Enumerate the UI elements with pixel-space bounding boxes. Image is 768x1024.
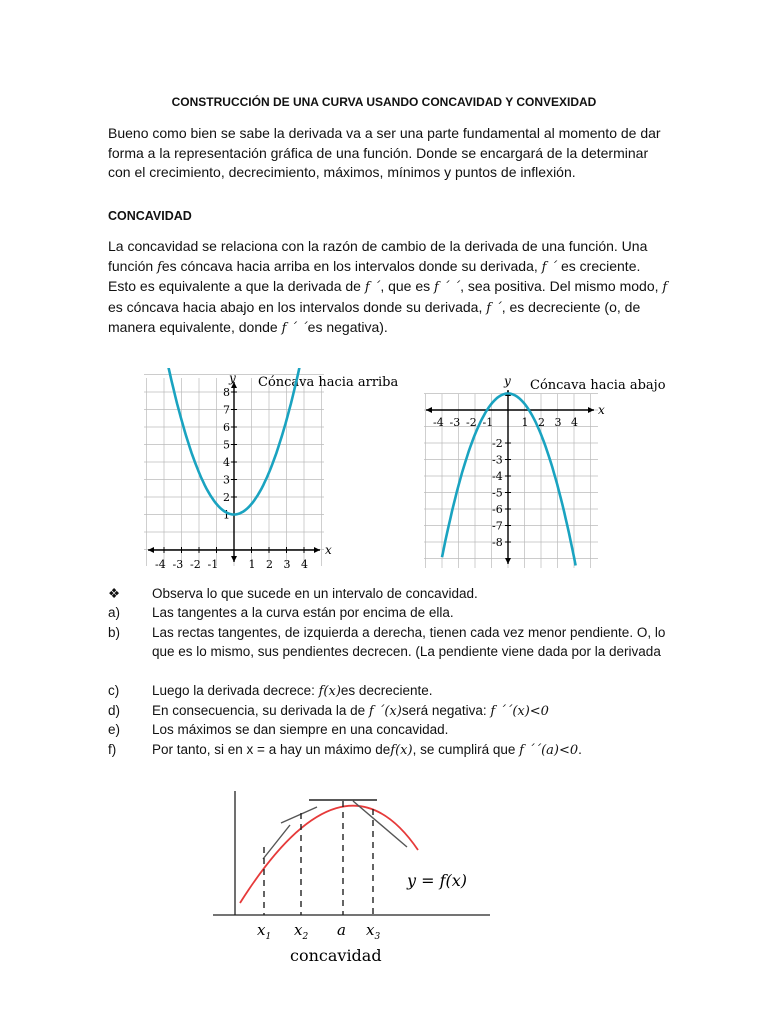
section-heading: CONCAVIDAD — [108, 209, 192, 223]
x-tick-label: -4 — [433, 416, 444, 429]
x-tick-label: -1 — [207, 558, 219, 568]
point-label: $x_1$ — [257, 921, 272, 942]
y-tick-label: -5 — [492, 486, 503, 500]
x-axis-label: x — [598, 403, 605, 417]
figure-caption: concavidad — [290, 946, 382, 965]
concave-up-graph — [140, 368, 410, 568]
x-tick-label: -4 — [155, 558, 166, 568]
y-tick-label: 7 — [223, 403, 230, 417]
tangent-line — [353, 801, 407, 847]
y-tick-label: -7 — [492, 519, 503, 533]
y-tick-label: -2 — [492, 437, 503, 450]
x-tick-label: -2 — [190, 558, 201, 568]
y-tick-label: -8 — [492, 536, 503, 549]
y-tick-label: -3 — [492, 453, 503, 467]
concave-down-graph — [420, 368, 670, 568]
x-axis-label: x — [325, 543, 332, 557]
y-tick-label: 8 — [223, 386, 230, 399]
x-tick-label: 2 — [538, 416, 545, 429]
x-tick-label: 4 — [571, 416, 578, 429]
x-tick-label: -2 — [466, 416, 477, 429]
concavity-paragraph: La concavidad se relaciona con la razón de cambio de la derivada de una función. Una función fes cóncava hacia arriba en los intervalos donde su derivada, f ´ es creciente. Esto es equivalente a que la derivada de f ´, que es f ´ ´, sea positiva. Del mismo modo, f es cóncava hacia abajo en los intervalos donde su derivada, f ´, es decreciente (o, de manera equivalente, donde f ´ ´es negativa). — [108, 238, 668, 336]
x-tick-label: 3 — [554, 416, 562, 429]
x-tick-label: -3 — [172, 558, 184, 568]
x-tick-label: 2 — [266, 558, 273, 568]
x-tick-label: 4 — [301, 558, 308, 568]
y-tick-label: -6 — [492, 503, 503, 516]
point-label: $x_2$ — [294, 921, 309, 942]
intro-paragraph: Bueno como bien se sabe la derivada va a ser una parte fundamental al momento de dar forma a la representación gráfica de una función. Donde se encargará de la determinar con el crecimiento, decrecimiento, máximos, mínimos y puntos de inflexión. — [108, 125, 661, 180]
x-tick-label: 3 — [283, 558, 291, 568]
y-tick-label: 3 — [223, 473, 230, 487]
x-tick-label: 1 — [248, 558, 256, 568]
curve-label: y = f(x) — [407, 871, 468, 890]
x-tick-label: -3 — [449, 416, 461, 429]
y-tick-label: 2 — [223, 491, 230, 504]
y-axis-label: y — [504, 374, 511, 388]
point-label: a — [337, 921, 346, 939]
graph-title: Cóncava hacia arriba — [258, 375, 399, 390]
point-label: $x_3$ — [366, 921, 381, 942]
x-tick-label: 1 — [521, 416, 529, 429]
page-title: CONSTRUCCIÓN DE UNA CURVA USANDO CONCAVIDAD Y CONVEXIDAD — [171, 95, 597, 109]
y-tick-label: 4 — [223, 456, 230, 469]
y-tick-label: -4 — [492, 470, 503, 483]
tangent-figure — [205, 785, 505, 975]
y-tick-label: 1 — [223, 508, 230, 522]
x-tick-label: -1 — [482, 416, 494, 429]
graph-title: Cóncava hacia abajo — [530, 378, 666, 393]
y-axis-label: y — [229, 371, 236, 385]
y-tick-label: 6 — [223, 421, 230, 434]
y-tick-label: 5 — [223, 438, 230, 452]
